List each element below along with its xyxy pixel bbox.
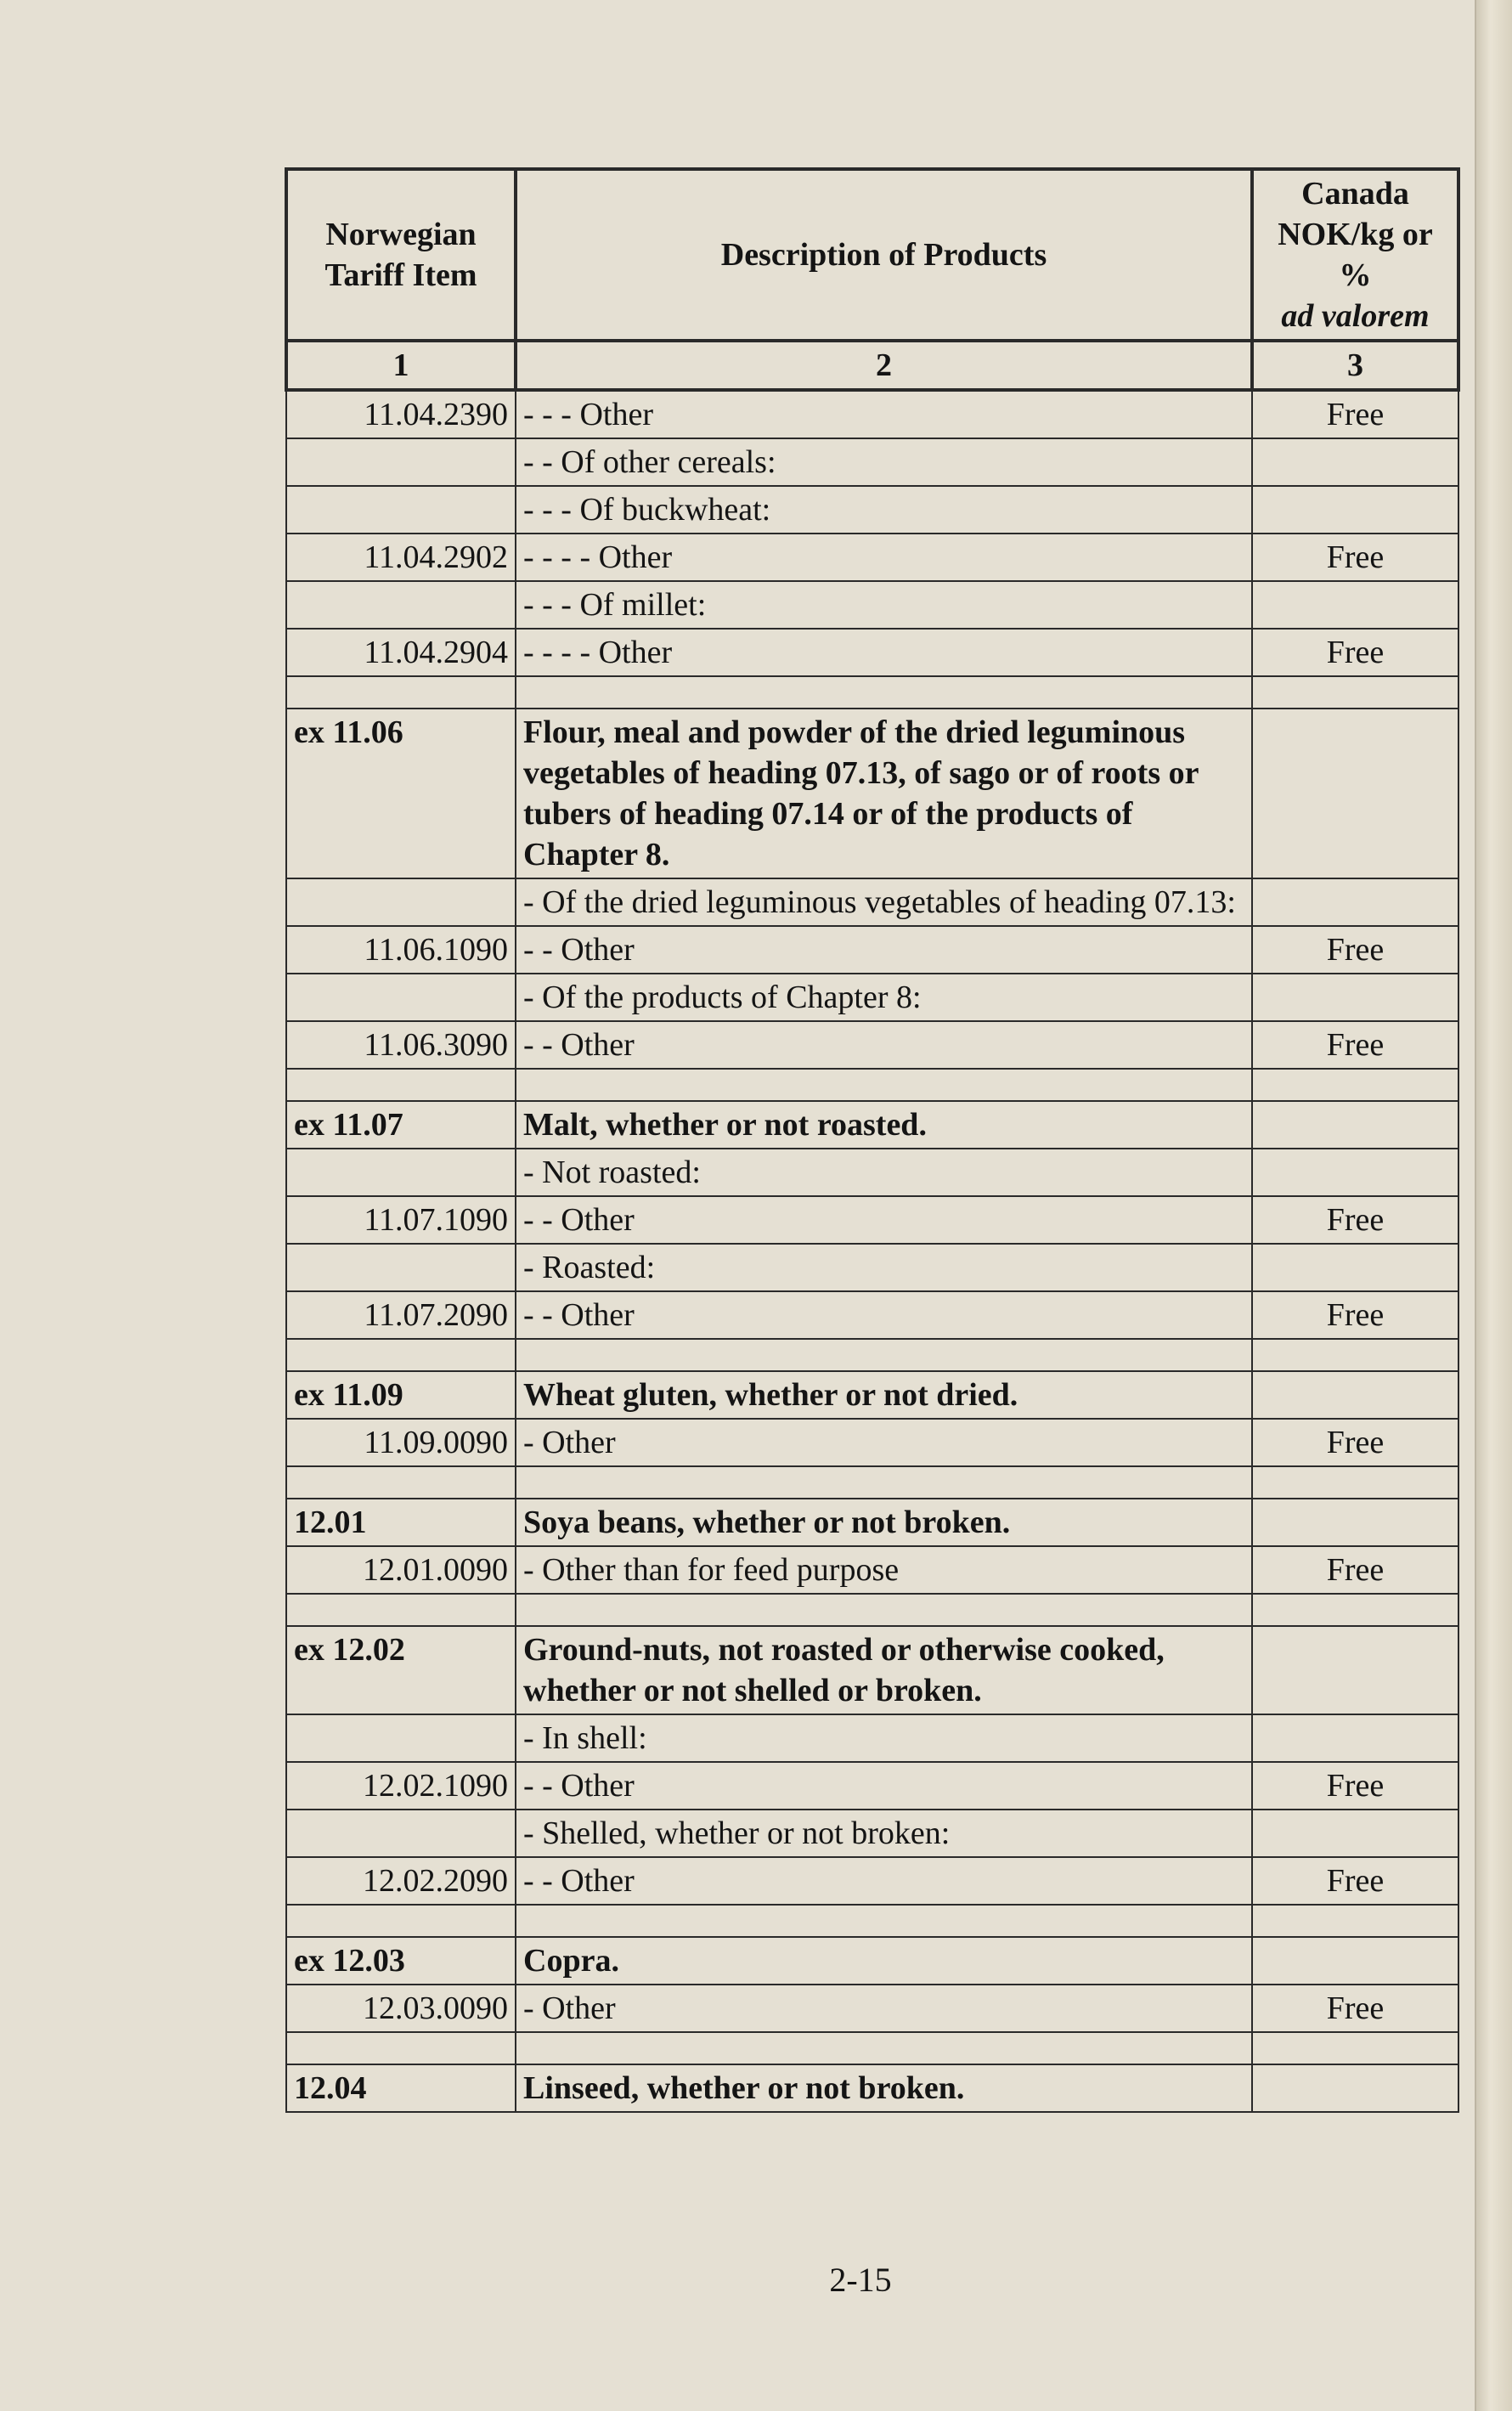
table-row [286, 1101, 1458, 1149]
table-row [286, 1937, 1458, 1985]
description-cell [516, 676, 1252, 709]
table-row [286, 1291, 1458, 1339]
table-row [286, 581, 1458, 629]
tariff-item-cell: ex 12.03 [286, 1937, 516, 1985]
header-ad-valorem: ad valorem [1281, 298, 1430, 334]
description-cell: Ground-nuts, not roasted or otherwise cooked, whether or not shelled or broken. [516, 1626, 1252, 1714]
header-canada-rate [1252, 169, 1458, 341]
rate-cell: Free [1252, 390, 1458, 438]
description-cell: Linseed, whether or not broken. [516, 2064, 1252, 2112]
description-cell: - - Other [516, 1196, 1252, 1244]
rate-cell [1252, 1244, 1458, 1291]
tariff-item-cell: ex 11.09 [286, 1371, 516, 1419]
tariff-item-cell: 12.02.2090 [286, 1857, 516, 1905]
description-cell: - - Other [516, 1762, 1252, 1810]
rate-cell [1252, 878, 1458, 926]
tariff-item-cell: 11.09.0090 [286, 1419, 516, 1466]
tariff-item-cell [286, 581, 516, 629]
rate-cell: Free [1252, 1762, 1458, 1810]
tariff-item-cell [286, 1069, 516, 1101]
tariff-item-cell [286, 1905, 516, 1937]
tariff-item-cell [286, 676, 516, 709]
rate-cell [1252, 1714, 1458, 1762]
description-cell: Soya beans, whether or not broken. [516, 1499, 1252, 1546]
table-row [286, 2064, 1458, 2112]
table-row [286, 1196, 1458, 1244]
description-cell [516, 1594, 1252, 1626]
rate-cell [1252, 1069, 1458, 1101]
description-cell: - - - Of millet: [516, 581, 1252, 629]
description-cell: - Of the dried leguminous vegetables of heading 07.13: [516, 878, 1252, 926]
description-cell: - In shell: [516, 1714, 1252, 1762]
rate-cell: Free [1252, 534, 1458, 581]
rate-cell: Free [1252, 1291, 1458, 1339]
description-cell: - - Other [516, 1857, 1252, 1905]
table-row [286, 1905, 1458, 1937]
table-row [286, 1339, 1458, 1371]
tariff-item-cell: 12.02.1090 [286, 1762, 516, 1810]
table-row [286, 1594, 1458, 1626]
header-tariff-item: Norwegian Tariff Item [286, 169, 516, 341]
description-cell: - Other than for feed purpose [516, 1546, 1252, 1594]
tariff-item-cell: ex 12.02 [286, 1626, 516, 1714]
table-row [286, 629, 1458, 676]
description-cell: Malt, whether or not roasted. [516, 1101, 1252, 1149]
description-cell: Flour, meal and powder of the dried leguminous vegetables of heading 07.13, of sago or of roots or tubers of heading 07.14 or of the products of Chapter 8. [516, 709, 1252, 878]
tariff-body [286, 390, 1458, 2112]
tariff-item-cell [286, 974, 516, 1021]
rate-cell [1252, 676, 1458, 709]
rate-cell [1252, 1101, 1458, 1149]
table-row [286, 534, 1458, 581]
table-row [286, 1714, 1458, 1762]
table-row [286, 1762, 1458, 1810]
table-row [286, 1371, 1458, 1419]
tariff-item-cell [286, 1714, 516, 1762]
table-row [286, 1149, 1458, 1196]
tariff-item-cell: 12.04 [286, 2064, 516, 2112]
rate-cell [1252, 1594, 1458, 1626]
description-cell [516, 2032, 1252, 2064]
tariff-item-cell: 12.01 [286, 1499, 516, 1546]
rate-cell [1252, 974, 1458, 1021]
rate-cell [1252, 438, 1458, 486]
rate-cell [1252, 1149, 1458, 1196]
table-row [286, 390, 1458, 438]
tariff-item-cell [286, 878, 516, 926]
tariff-item-cell [286, 1466, 516, 1499]
table-row [286, 878, 1458, 926]
rate-cell: Free [1252, 1985, 1458, 2032]
tariff-item-cell [286, 486, 516, 534]
description-cell: Copra. [516, 1937, 1252, 1985]
rate-cell [1252, 1499, 1458, 1546]
table-row [286, 926, 1458, 974]
rate-cell: Free [1252, 629, 1458, 676]
description-cell [516, 1069, 1252, 1101]
table-row [286, 1499, 1458, 1546]
table-row [286, 1021, 1458, 1069]
rate-cell [1252, 1937, 1458, 1985]
tariff-item-cell [286, 438, 516, 486]
rate-cell [1252, 709, 1458, 878]
page-number: 2-15 [829, 2261, 892, 2299]
description-cell: - - Other [516, 1291, 1252, 1339]
tariff-item-cell: 11.04.2904 [286, 629, 516, 676]
description-cell: - Not roasted: [516, 1149, 1252, 1196]
tariff-item-cell: 11.04.2390 [286, 390, 516, 438]
description-cell: - - - - Other [516, 629, 1252, 676]
header-canada-rate-label: Canada NOK/kg or % [1278, 176, 1433, 293]
tariff-item-cell [286, 1810, 516, 1857]
table-row [286, 974, 1458, 1021]
column-number-1: 1 [286, 341, 516, 390]
table-row [286, 1244, 1458, 1291]
rate-cell [1252, 486, 1458, 534]
description-cell: - - Other [516, 1021, 1252, 1069]
tariff-item-cell: 12.03.0090 [286, 1985, 516, 2032]
table-row [286, 1985, 1458, 2032]
rate-cell [1252, 1371, 1458, 1419]
rate-cell [1252, 1626, 1458, 1714]
table-row [286, 1069, 1458, 1101]
rate-cell: Free [1252, 926, 1458, 974]
table-row [286, 2032, 1458, 2064]
table-row [286, 1810, 1458, 1857]
table-row [286, 438, 1458, 486]
table-row [286, 1466, 1458, 1499]
rate-cell [1252, 1339, 1458, 1371]
page-edge [1475, 0, 1512, 2411]
rate-cell: Free [1252, 1857, 1458, 1905]
rate-cell: Free [1252, 1546, 1458, 1594]
tariff-item-cell [286, 2032, 516, 2064]
rate-cell: Free [1252, 1196, 1458, 1244]
description-cell: - Of the products of Chapter 8: [516, 974, 1252, 1021]
description-cell: - Roasted: [516, 1244, 1252, 1291]
table-row [286, 486, 1458, 534]
column-number-3: 3 [1252, 341, 1458, 390]
tariff-item-cell: 11.06.1090 [286, 926, 516, 974]
table-row [286, 709, 1458, 878]
description-cell: - - - Other [516, 390, 1252, 438]
tariff-item-cell: 12.01.0090 [286, 1546, 516, 1594]
tariff-item-cell: ex 11.07 [286, 1101, 516, 1149]
description-cell [516, 1905, 1252, 1937]
description-cell: - Other [516, 1419, 1252, 1466]
description-cell [516, 1339, 1252, 1371]
rate-cell [1252, 2064, 1458, 2112]
tariff-item-cell: 11.07.1090 [286, 1196, 516, 1244]
tariff-item-cell: 11.04.2902 [286, 534, 516, 581]
tariff-item-cell: 11.07.2090 [286, 1291, 516, 1339]
rate-cell: Free [1252, 1419, 1458, 1466]
tariff-item-cell: ex 11.06 [286, 709, 516, 878]
rate-cell [1252, 1810, 1458, 1857]
rate-cell [1252, 581, 1458, 629]
table-row [286, 1546, 1458, 1594]
description-cell: - Shelled, whether or not broken: [516, 1810, 1252, 1857]
description-cell: - - Other [516, 926, 1252, 974]
rate-cell [1252, 2032, 1458, 2064]
tariff-item-cell [286, 1149, 516, 1196]
column-number-2: 2 [516, 341, 1252, 390]
rate-cell [1252, 1905, 1458, 1937]
description-cell: - Other [516, 1985, 1252, 2032]
tariff-item-cell [286, 1244, 516, 1291]
description-cell: - - - - Other [516, 534, 1252, 581]
tariff-table [285, 167, 1460, 2113]
description-cell: - - - Of buckwheat: [516, 486, 1252, 534]
header-description: Description of Products [516, 169, 1252, 341]
tariff-item-cell: 11.06.3090 [286, 1021, 516, 1069]
rate-cell [1252, 1466, 1458, 1499]
description-cell [516, 1466, 1252, 1499]
table-row [286, 1857, 1458, 1905]
table-row [286, 1626, 1458, 1714]
table-row [286, 1419, 1458, 1466]
tariff-item-cell [286, 1594, 516, 1626]
table-row [286, 676, 1458, 709]
description-cell: Wheat gluten, whether or not dried. [516, 1371, 1252, 1419]
description-cell: - - Of other cereals: [516, 438, 1252, 486]
tariff-item-cell [286, 1339, 516, 1371]
rate-cell: Free [1252, 1021, 1458, 1069]
